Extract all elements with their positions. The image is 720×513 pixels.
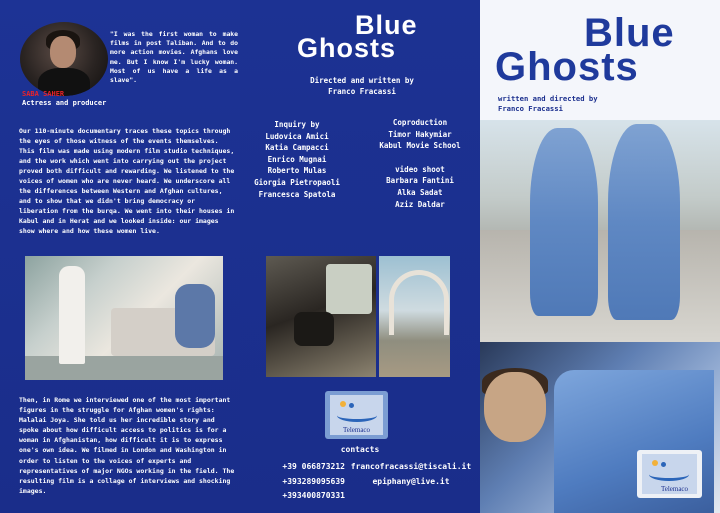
middle-title <box>297 10 427 63</box>
credit-name: Alka Sadat <box>397 187 443 197</box>
cover-title-line-2: Ghosts <box>495 45 639 89</box>
cover-title-line-1: Blue <box>584 11 675 55</box>
email-address: epiphany@live.it <box>372 476 450 486</box>
credit-name: Francesca Spatola <box>258 189 336 199</box>
city-gate-photo <box>379 256 450 377</box>
telemaco-logo-cover <box>637 450 702 498</box>
car-camera-photo <box>266 256 376 377</box>
directed-by <box>297 75 427 97</box>
phone-number: +393289095639 <box>282 476 345 486</box>
credit-name: Katia Campacci <box>265 143 329 153</box>
actress-name: SABA SAHER <box>22 90 65 98</box>
writer-name: Franco Fracassi <box>498 104 563 113</box>
written-label: written and directed by <box>498 94 598 103</box>
cover-title <box>495 11 695 89</box>
coproduction-heading: Coproduction <box>392 118 448 127</box>
hospital-photo <box>25 256 223 380</box>
saba-saher-portrait <box>20 22 108 96</box>
outro-paragraph: Then, in Rome we interviewed one of the most important figures in the struggle for Afghan women's rights: Malalai Joya. She told us her incredible story and spoke about how difficult access to politics is for a woman in Afghanistan, how difficult it is to express one's own idea. We filmed in London and Washington in order to listen to the voices of experts and representatives of major NGOs working in the field. The resulting film is a collage of interviews and shocking images. <box>19 396 235 495</box>
credit-name: Ludovica Amici <box>265 131 329 141</box>
credit-name: Timor Hakymiar <box>388 129 452 139</box>
director-name: Franco Fracassi <box>328 87 396 96</box>
inquiry-credits <box>245 119 349 200</box>
contacts-heading: contacts <box>340 445 380 454</box>
logo-label: Telemaco <box>660 485 689 493</box>
video-heading: video shoot <box>395 164 445 174</box>
telemaco-logo <box>325 391 388 439</box>
burqa-figure <box>530 128 598 316</box>
logo-label: Telemaco <box>342 426 371 434</box>
phone-list <box>255 460 345 504</box>
production-credits <box>360 117 480 210</box>
actress-quote: "I was the first woman to make films in post Taliban. And to do more action movies. Afghans love me. But I know I'm lucky woman. Most of us have a life as a slave". <box>110 30 238 85</box>
email-list <box>348 460 474 489</box>
burqa-figure <box>608 124 680 320</box>
phone-number: +393400870331 <box>282 491 345 500</box>
credit-name: Barbara Fantini <box>386 176 454 186</box>
credit-name: Giorgia Pietropaoli <box>254 177 340 187</box>
credit-name: Enrico Mugnai <box>267 154 327 164</box>
directed-label: Directed and written by <box>310 76 414 85</box>
written-by <box>498 94 648 114</box>
intro-paragraph: Our 110-minute documentary traces these topics through the eyes of those witness of the events themselves. This film was made using modern film studio techniques, and the work which went into carrying out the project proved both difficult and rewarding. We listened to the voices of women who are never heard. We underscore all the differences between Western and Afghan cultures, and to show that we didn't bring democracy or liberation from the burqa. We went into their houses in Kabul and in Herat and we looked inside: our images show where and how these women live. <box>19 127 235 236</box>
inquiry-heading: Inquiry by <box>274 120 320 129</box>
title-line-1: Blue <box>355 10 418 40</box>
credit-name: Kabul Movie School <box>379 141 461 151</box>
actress-role: Actress and producer <box>22 99 107 107</box>
credit-name: Aziz Daldar <box>395 199 445 209</box>
credit-name: Roberto Mulas <box>267 166 327 176</box>
burqa-women-photo <box>480 120 720 342</box>
phone-number: +39 066873212 <box>282 462 345 471</box>
email-address: francofracassi@tiscali.it <box>350 462 472 471</box>
title-line-2: Ghosts <box>297 33 397 63</box>
